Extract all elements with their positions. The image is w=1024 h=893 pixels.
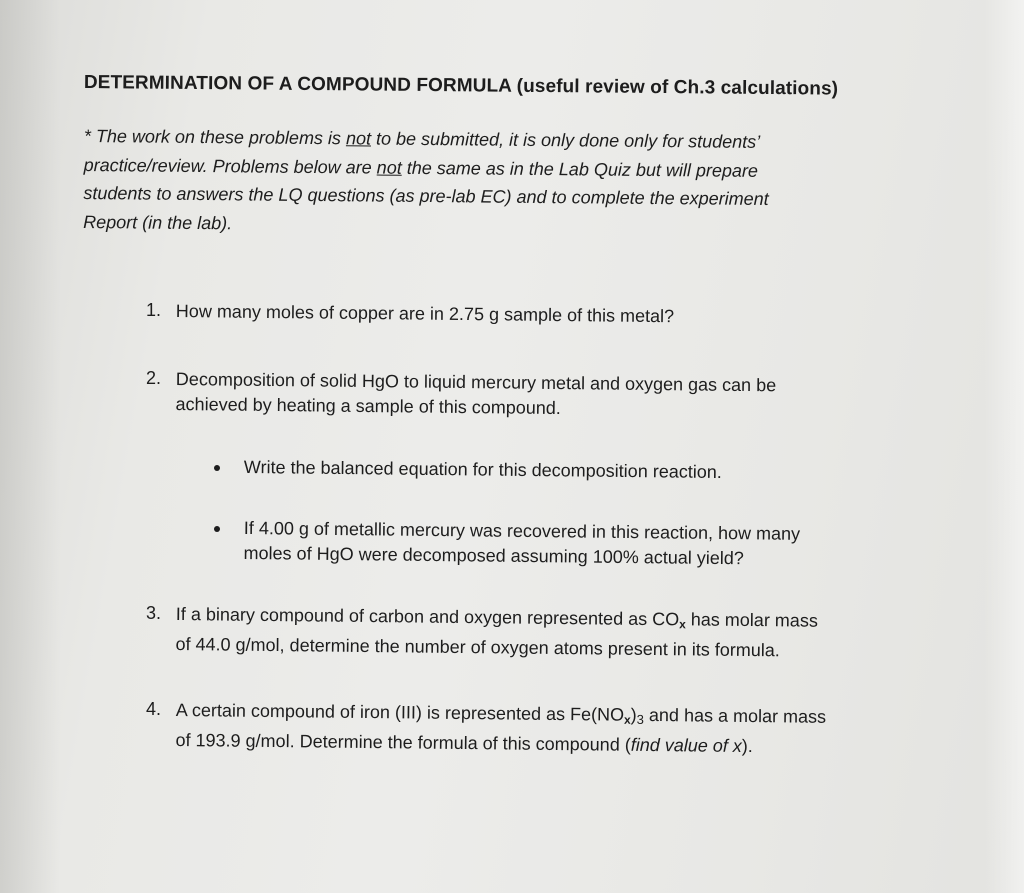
bullet-icon [214,465,220,471]
question-2-text: Decomposition of solid HgO to liquid mercury metal and oxygen gas can be achieved by heating a sample of this compound. [175,368,777,419]
intro-line-4: Report (in the lab). [83,211,233,233]
question-3-number: 3. [146,603,162,623]
intro-note [83,122,884,243]
question-1-number: 1. [146,300,162,320]
intro-line-3: students to answers the LQ questions (as pre-lab EC) and to complete the experiment [83,182,769,209]
question-2-bullet-2: If 4.00 g of metallic mercury was recovered in this reaction, how many moles of HgO were decomposed assuming 100% actual yield? [243,517,801,569]
question-2-bullet-1: Write the balanced equation for this decomposition reaction. [243,456,722,483]
question-1-text: How many moles of copper are in 2.75 g sample of this metal? [175,300,675,327]
intro-line-2: practice/review. Problems below are not the same as in the Lab Quiz but will prepare [83,154,759,181]
question-4-text: A certain compound of iron (III) is represented as $Fe(NO_x)_3$ and has a molar mass of 193.9 g/mol. Determine the formula of this compound (find value of x). [175,699,827,757]
question-2-number: 2. [146,368,162,388]
page-highlight [984,0,1024,893]
question-3-text: If a binary compound of carbon and oxygen represented as $CO_x$ has molar mass of 44.0 g/mol, determine the number of oxygen atoms present in its formula. [175,603,818,661]
bullet-icon [214,526,220,532]
question-4-number: 4. [146,699,162,719]
intro-line-1: * The work on these problems is not to be submitted, it is only done only for students’ [83,125,761,152]
page-title: DETERMINATION OF A COMPOUND FORMULA (useful review of Ch.3 calculations) [83,72,839,100]
page-shadow [0,0,60,893]
